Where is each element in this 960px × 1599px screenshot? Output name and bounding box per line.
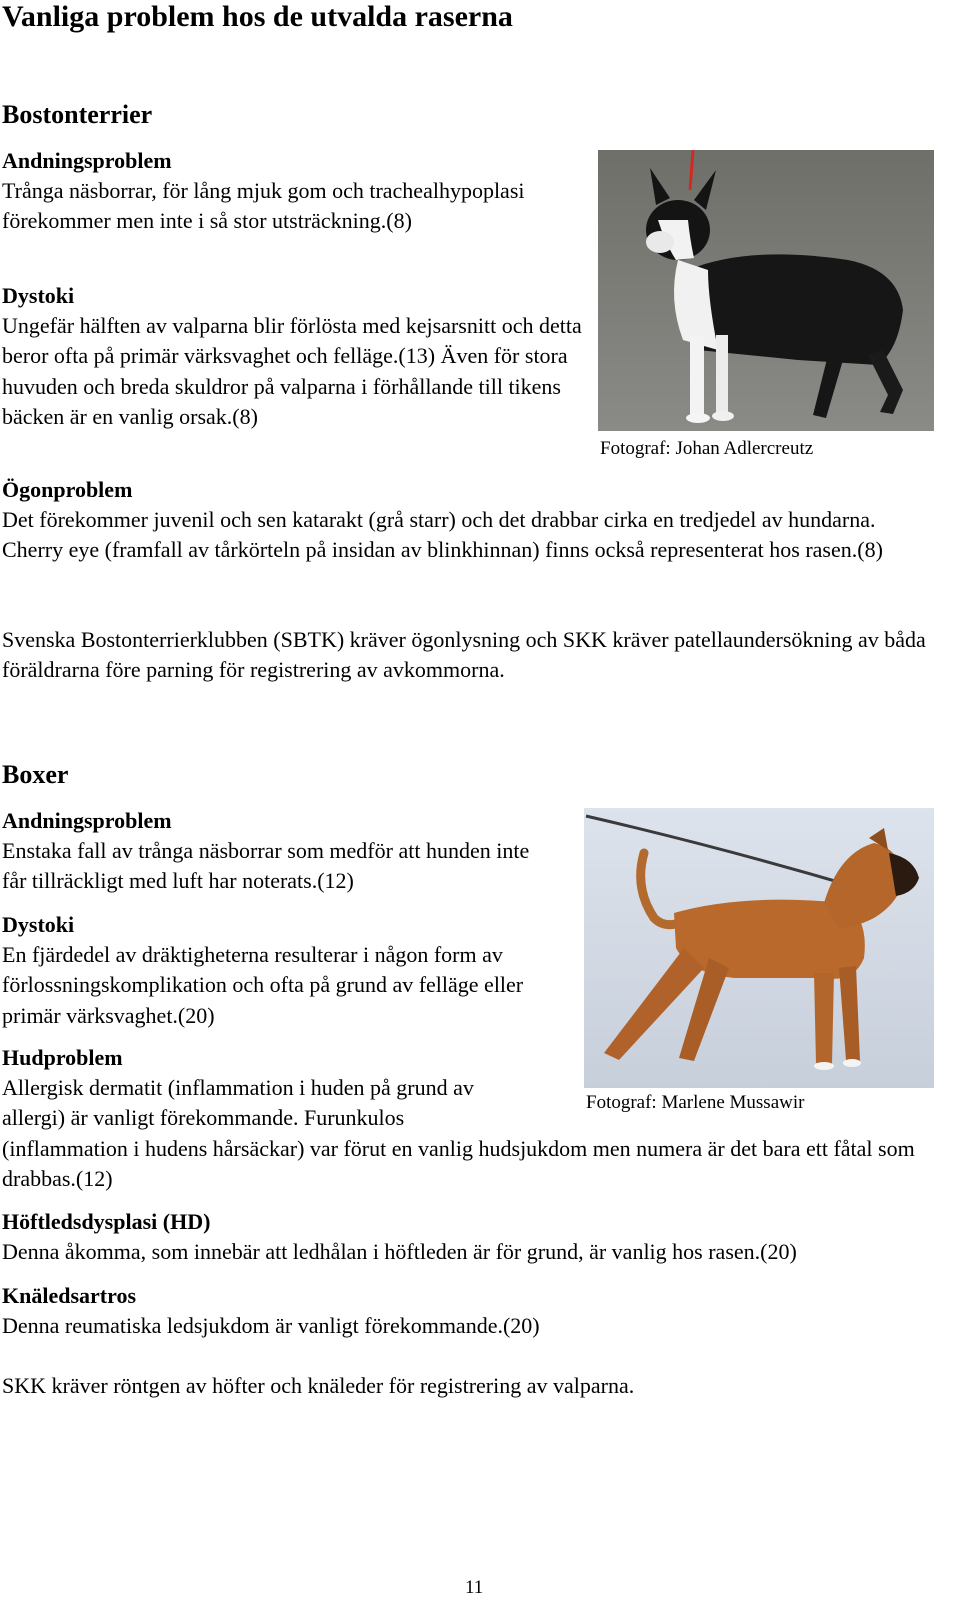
boston-text-dystoki: Ungefär hälften av valparna blir förlösta med kejsarsnitt och detta beror ofta på primär värksvaghet och felläge.(13) Även för stora huvuden och breda skuldror på valparna i förhållande till tikens bäcken är en vanlig orsak.(8) <box>2 313 582 429</box>
boxer-heading-andningsproblem: Andningsproblem <box>2 808 172 833</box>
boxer-text-hudproblem-wrapped: Allergisk dermatit (inflammation i huden på grund av allergi) är vanligt förekommande. Furunkulos <box>2 1075 474 1131</box>
boxer-heading-hd: Höftledsdysplasi (HD) <box>2 1209 211 1234</box>
page-title: Vanliga problem hos de utvalda raserna <box>2 0 513 33</box>
boxer-photo <box>584 808 934 1088</box>
boston-heading-andningsproblem: Andningsproblem <box>2 148 172 173</box>
boxer-image <box>584 808 934 1088</box>
breed-heading-boxer: Boxer <box>2 760 69 789</box>
boxer-text-andningsproblem: Enstaka fall av trånga näsborrar som medför att hunden inte får tillräckligt med luft har noterats.(12) <box>2 838 530 894</box>
boston-heading-dystoki: Dystoki <box>2 283 75 308</box>
boston-text-ogonproblem: Det förekommer juvenil och sen katarakt (grå starr) och det drabbar cirka en tredjedel av hundarna. Cherry eye (framfall av tårkörteln på insidan av blinkhinnan) finns också representerat hos rasen.(8) <box>2 507 883 563</box>
page-number: 11 <box>465 1577 484 1598</box>
boxer-heading-knaledsartros: Knäledsartros <box>2 1283 137 1308</box>
boxer-heading-hudproblem: Hudproblem <box>2 1045 123 1070</box>
boston-photo-caption: Fotograf: Johan Adlercreutz <box>600 438 814 459</box>
boxer-heading-dystoki: Dystoki <box>2 912 75 937</box>
boston-club-requirement: Svenska Bostonterrierklubben (SBTK) kräver ögonlysning och SKK kräver patellaundersökning av båda föräldrarna före parning för registrering av avkommorna. <box>2 627 926 683</box>
boston-terrier-photo <box>598 150 934 431</box>
boston-text-andningsproblem: Trånga näsborrar, för lång mjuk gom och trachealhypoplasi förekommer men inte i så stor utsträckning.(8) <box>2 178 525 234</box>
boxer-photo-caption: Fotograf: Marlene Mussawir <box>586 1092 805 1113</box>
boxer-text-hudproblem-full: (inflammation i hudens hårsäckar) var förut en vanlig hudsjukdom men numera är det bara ett fåtal som drabbas.(12) <box>2 1136 915 1192</box>
boxer-text-hd: Denna åkomma, som innebär att ledhålan i höftleden är för grund, är vanlig hos rasen.(20) <box>2 1239 797 1264</box>
breed-heading-bostonterrier: Bostonterrier <box>2 100 153 129</box>
boston-terrier-image <box>598 150 934 431</box>
boston-heading-ogonproblem: Ögonproblem <box>2 477 133 502</box>
boxer-text-knaledsartros: Denna reumatiska ledsjukdom är vanligt förekommande.(20) <box>2 1313 540 1338</box>
boxer-text-dystoki: En fjärdedel av dräktigheterna resulterar i någon form av förlossningskomplikation och ofta på grund av felläge eller primär värksvaghet.(20) <box>2 942 524 1028</box>
boxer-skk-requirement: SKK kräver röntgen av höfter och knäleder för registrering av valparna. <box>2 1373 635 1398</box>
